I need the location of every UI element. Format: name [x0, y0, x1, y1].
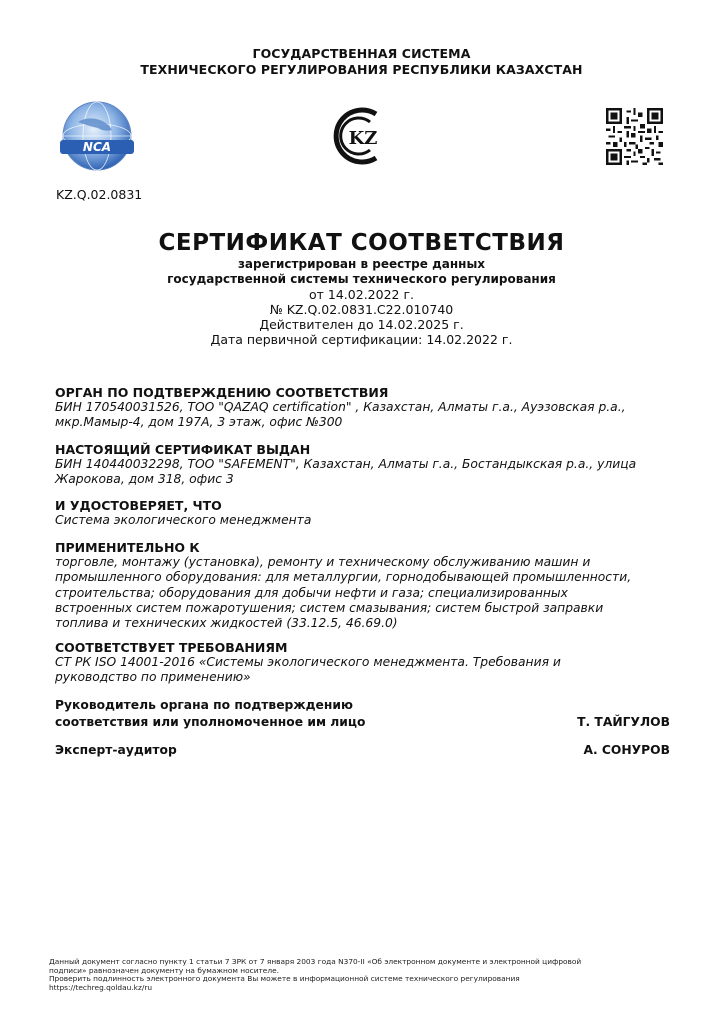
footer-line-1: Данный документ согласно пункту 1 статьи 7 ЗРК от 7 января 2003 года N370-II «Об электронном документе и электронной цифровой	[49, 957, 582, 966]
registry-date: от 14.02.2022 г.	[309, 287, 414, 302]
qr-code-icon[interactable]	[606, 108, 663, 165]
head-signatory-name: Т. ТАЙГУЛОВ	[577, 715, 670, 729]
section-requirements	[55, 640, 675, 686]
section-heading: ПРИМЕНИТЕЛЬНО К	[55, 540, 200, 555]
footer-link[interactable]: https://techreg.qoldau.kz/ru	[49, 982, 153, 992]
header-line-2: ТЕХНИЧЕСКОГО РЕГУЛИРОВАНИЯ РЕСПУБЛИКИ КАЗАХСТАН	[140, 62, 583, 77]
registry-line-2: государственной системы технического регулирования	[167, 272, 556, 286]
header-line-1: ГОСУДАРСТВЕННАЯ СИСТЕМА	[252, 46, 471, 61]
section-applicable-to	[55, 540, 675, 631]
expert-auditor-name: А. СОНУРОВ	[583, 743, 670, 757]
certificate-number: № KZ.Q.02.0831.C22.010740	[269, 302, 454, 317]
section-issued-to	[55, 442, 675, 488]
registry-line-1: зарегистрирован в реестре данных	[237, 257, 486, 271]
document-title: СЕРТИФИКАТ СООТВЕТСТВИЯ	[158, 230, 565, 256]
footer-line-2: подписи» равнозначен документу на бумажном носителе.	[49, 965, 279, 975]
section-heading: НАСТОЯЩИЙ СЕРТИФИКАТ ВЫДАН	[55, 442, 311, 457]
section-text: БИН 140440032298, ТОО "SAFEMENT", Казахстан, Алматы г.а., Бостандыкская р.а., улица Жарокова, дом 318, офис 3	[55, 457, 637, 487]
section-text: СТ РК ISO 14001-2016 «Системы экологического менеджмента. Требования и руководство по применению»	[55, 655, 561, 685]
first-certification-date: Дата первичной сертификации: 14.02.2022 г.	[210, 332, 513, 347]
footer-line-3: Проверить подлинность электронного документа Вы можете в информационной системе технического регулирования	[49, 974, 520, 984]
footer-note	[49, 958, 699, 992]
section-heading: И УДОСТОВЕРЯЕТ, ЧТО	[55, 498, 222, 513]
section-certifies	[55, 498, 675, 528]
expert-auditor-label: Эксперт-аудитор	[55, 743, 177, 757]
section-text: БИН 170540031526, ТОО "QAZAQ certification" , Казахстан, Алматы г.а., Ауэзовская р.а., мкр.Мамыр-4, дом 197А, 3 этаж, офис №300	[55, 400, 626, 430]
section-text: Система экологического менеджмента	[55, 513, 312, 527]
nca-logo-text: NCA	[82, 140, 112, 154]
nca-globe-logo	[56, 100, 138, 176]
head-signatory-title-line-2: соответствия или уполномоченное им лицо	[55, 715, 366, 729]
registration-code: KZ.Q.02.0831	[56, 187, 143, 202]
section-certification-body	[55, 385, 675, 431]
section-text: торговле, монтажу (установка), ремонту и техническому обслуживанию машин и промышленного оборудования: для металлургии, горнодобывающей промышленности, строительства; оборудования для добычи нефти и газа; специализированных встроенных систем пожаротушения; систем смазывания; систем быстрой заправки топлива и технических жидкостей (33.12.5, 46.69.0)	[55, 555, 632, 631]
kz-conformity-mark-logo	[330, 104, 394, 168]
valid-until: Действителен до 14.02.2025 г.	[259, 317, 464, 332]
head-signatory-title-line-1: Руководитель органа по подтверждению	[55, 698, 353, 712]
section-heading: СООТВЕТСТВУЕТ ТРЕБОВАНИЯМ	[55, 640, 288, 655]
section-heading: ОРГАН ПО ПОДТВЕРЖДЕНИЮ СООТВЕТСТВИЯ	[55, 385, 389, 400]
kz-logo-text: KZ	[348, 128, 378, 149]
